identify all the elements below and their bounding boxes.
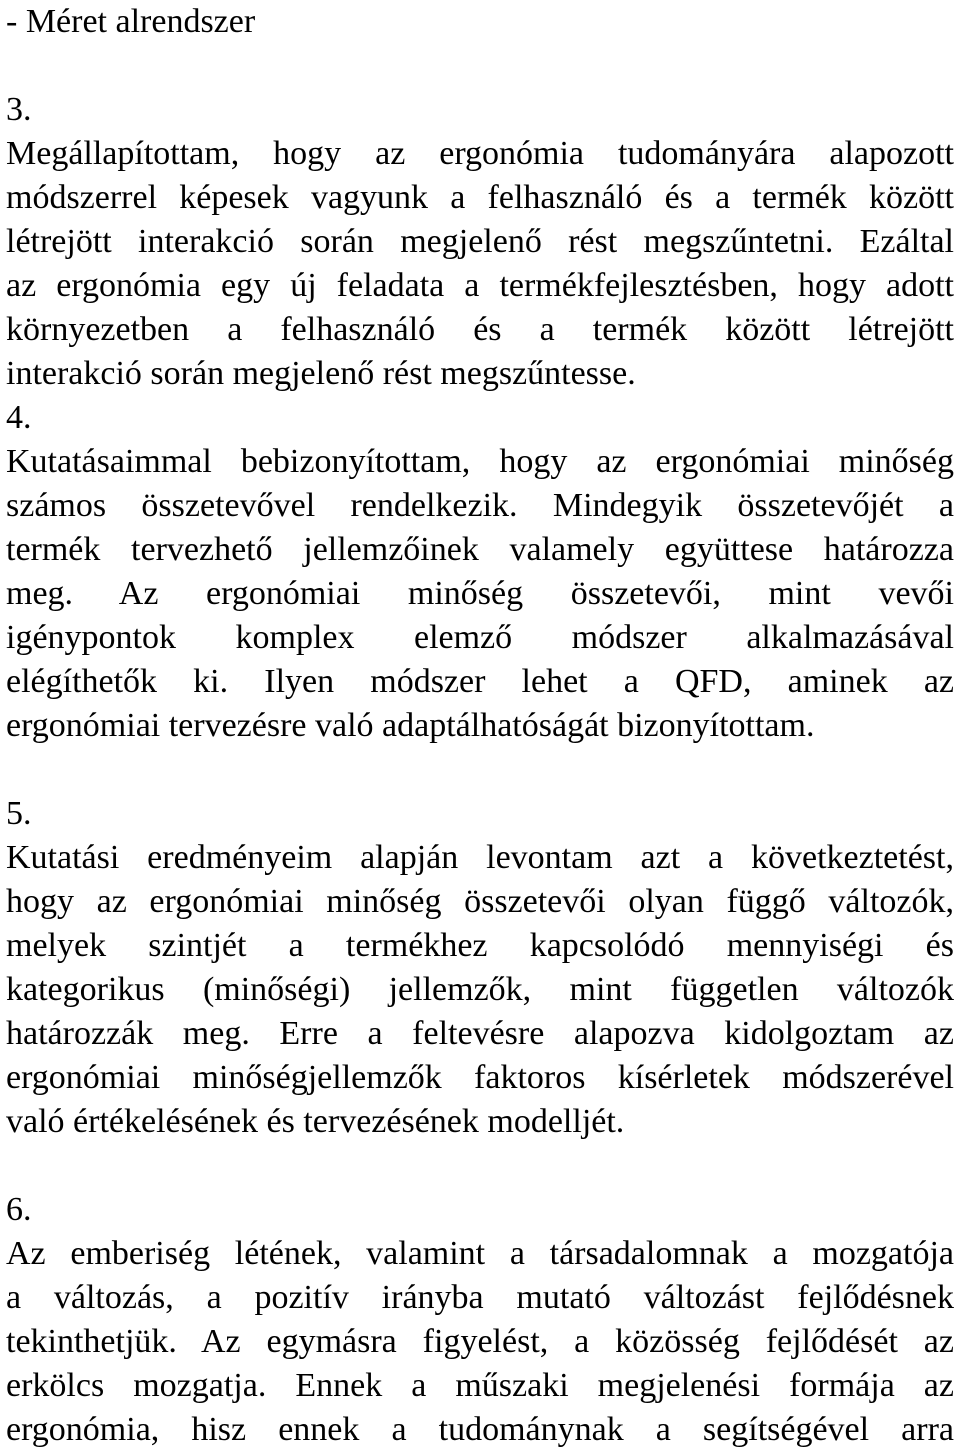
paragraph-line: igénypontok komplex elemző módszer alkalmazásával [6, 619, 954, 656]
paragraph-line: Az emberiség létének, valamint a társadalomnak a mozgatója [6, 1235, 954, 1272]
paragraph-line: melyek szintjét a termékhez kapcsolódó mennyiségi és [6, 927, 954, 964]
section-number: 6. [6, 1191, 32, 1228]
paragraph-line: ergonómiai minőségjellemzők faktoros kísérletek módszerével [6, 1059, 954, 1096]
paragraph-spacer [6, 1144, 954, 1188]
paragraph-line: ergonómiai tervezésre való adaptálhatóságát bizonyítottam. [6, 707, 815, 744]
paragraph-line: erkölcs mozgatja. Ennek a műszaki megjelenési formája az [6, 1367, 954, 1404]
section-number: 4. [6, 399, 32, 436]
paragraph-line: kategorikus (minőségi) jellemzők, mint független változók [6, 971, 954, 1008]
paragraph-line: meg. Az ergonómiai minőség összetevői, mint vevői [6, 575, 954, 612]
paragraph-line: való értékelésének és tervezésének modelljét. [6, 1103, 625, 1140]
paragraph-line: környezetben a felhasználó és a termék között létrejött [6, 311, 954, 348]
paragraph-line: létrejött interakció során megjelenő rést megszűntetni. Ezáltal [6, 223, 954, 260]
paragraph-spacer [6, 44, 954, 88]
paragraph-spacer [6, 748, 954, 792]
paragraph-line: termék tervezhető jellemzőinek valamely együttese határozza [6, 531, 954, 568]
section-6 [6, 1188, 954, 1452]
intro-line: - Méret alrendszer [6, 3, 256, 40]
paragraph-line: Kutatásaimmal bebizonyítottam, hogy az ergonómiai minőség [6, 443, 954, 480]
paragraph-line: az ergonómia egy új feladata a termékfejlesztésben, hogy adott [6, 267, 954, 304]
paragraph-line: interakció során megjelenő rést megszűntesse. [6, 355, 636, 392]
paragraph-line: hogy az ergonómiai minőség összetevői olyan függő változók, [6, 883, 954, 920]
paragraph-line: Megállapítottam, hogy az ergonómia tudományára alapozott [6, 135, 954, 172]
paragraph-line: határozzák meg. Erre a feltevésre alapozva kidolgoztam az [6, 1015, 954, 1052]
section-number: 5. [6, 795, 32, 832]
paragraph-line: ergonómia, hisz ennek a tudománynak a segítségével arra [6, 1411, 954, 1448]
paragraph-line: Kutatási eredményeim alapján levontam azt a következtetést, [6, 839, 954, 876]
section-3 [6, 88, 954, 396]
document-page [6, 0, 954, 1452]
paragraph-line: tekinthetjük. Az egymásra figyelést, a közösség fejlődését az [6, 1323, 954, 1360]
section-4 [6, 396, 954, 748]
paragraph-line: elégíthetők ki. Ilyen módszer lehet a QFD, aminek az [6, 663, 954, 700]
paragraph-line: a változás, a pozitív irányba mutató változást fejlődésnek [6, 1279, 954, 1316]
paragraph-line: módszerrel képesek vagyunk a felhasználó és a termék között [6, 179, 954, 216]
section-5 [6, 792, 954, 1144]
section-number: 3. [6, 91, 32, 128]
paragraph-line: számos összetevővel rendelkezik. Mindegyik összetevőjét a [6, 487, 954, 524]
